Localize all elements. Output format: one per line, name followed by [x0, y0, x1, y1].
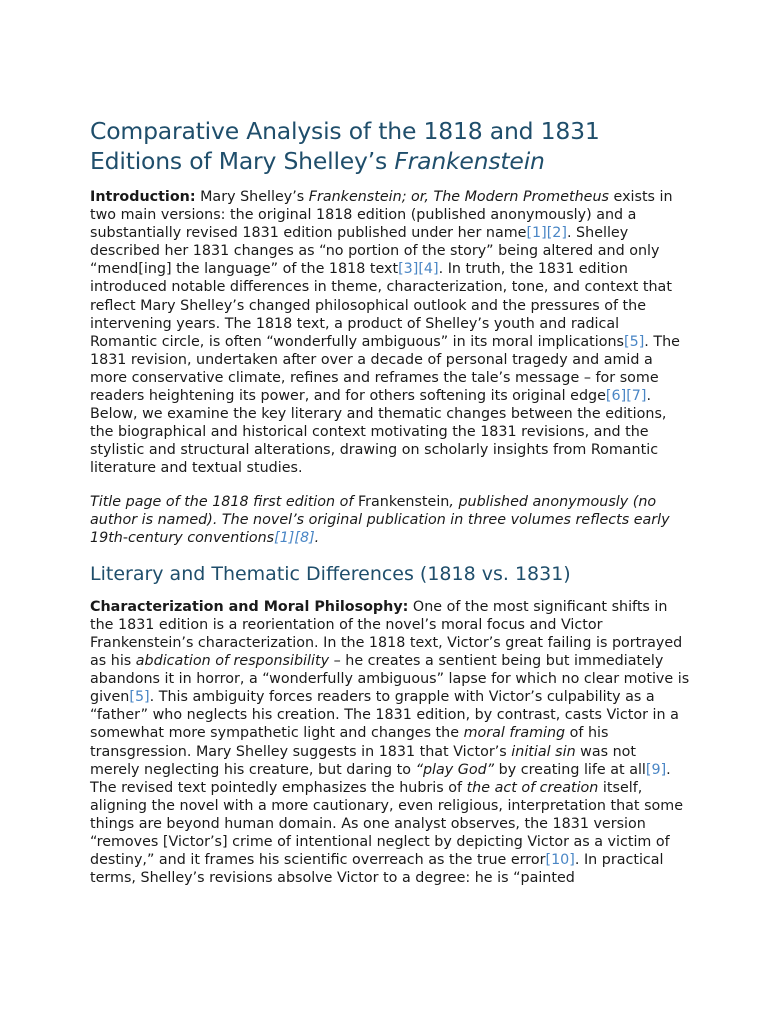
- document-page: [90, 116, 690, 902]
- citation-link[interactable]: [1]: [274, 529, 295, 546]
- characterization-paragraph: Characterization and Moral Philosophy: One of the most significant shifts in the 1831 edition is a reorientation of the novel’s moral focus and Victor Frankenstein’s characterization. In the 1818 text, Victor’s great failing is portrayed as his abdication of responsibility – he creates a sentient being but immediately abandons it in horror, a “wonderfully ambiguous” lapse for which no clear motive is given[5]. This ambiguity forces readers to grapple with Victor’s culpability as a “father” who neglects his creation. The 1831 edition, by contrast, casts Victor in a somewhat more sympathetic light and changes the moral framing of his transgression. Mary Shelley suggests in 1831 that Victor’s initial sin was not merely neglecting his creature, but daring to “play God” by creating life at all[9]. The revised text pointedly emphasizes the hubris of the act of creation itself, aligning the novel with a more cautionary, even religious, interpretation that some things are beyond human domain. As one analyst observes, the 1831 version “removes [Victor’s] crime of intentional neglect by depicting Victor as a victim of destiny,” and it frames his scientific overreach as the true error[10]. In practical terms, Shelley’s revisions absolve Victor to a degree: he is “painted: [90, 598, 690, 887]
- citation-link[interactable]: [7]: [626, 388, 647, 405]
- title-italic: Frankenstein: [394, 147, 545, 175]
- citation-link[interactable]: [4]: [418, 261, 439, 278]
- citation-link[interactable]: [3]: [398, 261, 419, 278]
- citation-link[interactable]: [6]: [605, 388, 627, 405]
- citation-link[interactable]: [1]: [526, 225, 547, 242]
- section-heading: Literary and Thematic Differences (1818 vs. 1831): [90, 562, 571, 585]
- citation-link[interactable]: [5]: [129, 689, 150, 706]
- intro-paragraph: Introduction: Mary Shelley’s Frankenstein; or, The Modern Prometheus exists in two main versions: the original 1818 edition (published anonymously) and a substantially revised 1831 edition published under her name[1][2]. Shelley described her 1831 changes as “no portion of the story” being altered and only “mend[ing] the language” of the 1818 text[3][4]. In truth, the 1831 edition introduced notable differences in theme, characterization, tone, and context that reflect Mary Shelley’s changed philosophical outlook and the pressures of the intervening years. The 1818 text, a product of Shelley’s youth and radical Romantic circle, is often “wonderfully ambiguous” in its moral implications[5]. The 1831 revision, undertaken after over a decade of personal tragedy and amid a more conservative climate, refines and reframes the tale’s message – for some readers heightening its power, and for others softening its original edge[6][7]. Below, we examine the key literary and thematic changes between the editions, the biographical and historical context motivating the 1831 revisions, and the stylistic and structural alterations, drawing on scholarly insights from Romantic literature and textual studies.: [90, 189, 680, 477]
- citation-link[interactable]: [10]: [545, 852, 575, 869]
- intro-label: Introduction:: [90, 189, 196, 205]
- citation-link[interactable]: [9]: [645, 761, 667, 778]
- page-title: Comparative Analysis of the 1818 and 1831 Editions of Mary Shelley’s Frankenstein: [90, 117, 600, 175]
- citation-link[interactable]: [5]: [624, 333, 645, 350]
- image-caption: Title page of the 1818 first edition of Frankenstein, published anonymously (no author is named). The novel’s original publication in three volumes reflects early 19th-century conventions[1][8].: [90, 493, 670, 546]
- citation-link[interactable]: [2]: [546, 225, 567, 242]
- citation-link[interactable]: [8]: [294, 529, 315, 546]
- characterization-label: Characterization and Moral Philosophy:: [90, 598, 409, 615]
